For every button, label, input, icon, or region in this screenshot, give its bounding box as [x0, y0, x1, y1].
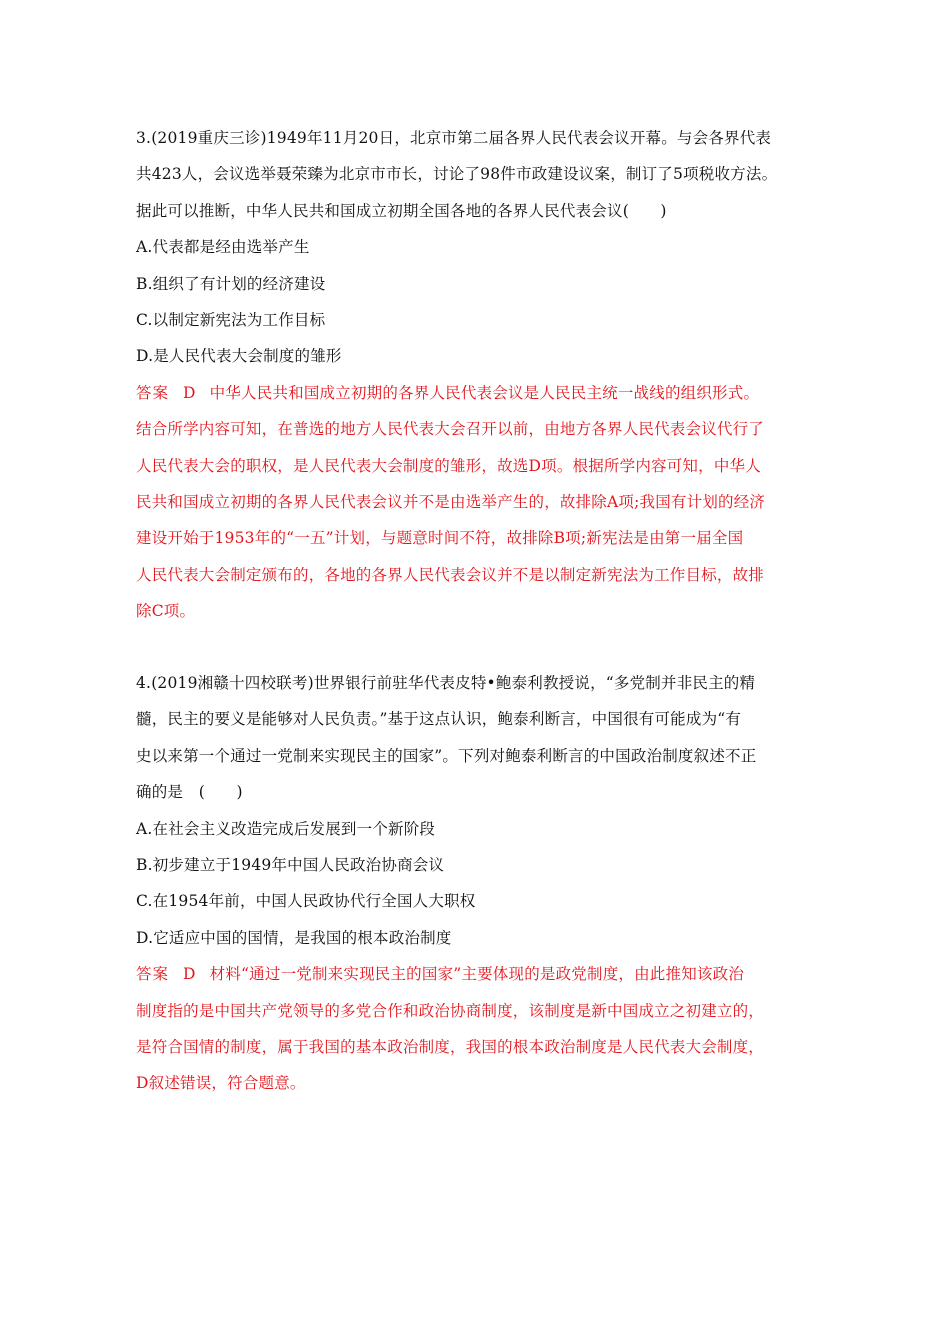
option-b: B.初步建立于1949年中国人民政治协商会议 [136, 855, 445, 874]
option-a: A.在社会主义改造完成后发展到一个新阶段 [136, 819, 436, 838]
question-stem-line: 共423人，会议选举聂荣臻为北京市市长，讨论了98件市政建设议案，制订了5项税收方法。 [136, 165, 778, 184]
answer-line: 人民代表大会的职权，是人民代表大会制度的雏形，故选D项。根据所学内容可知，中华人 [136, 456, 761, 475]
answer-first-line [136, 375, 816, 411]
option-a: A.代表都是经由选举产生 [136, 238, 310, 257]
answer-label: 答案 [136, 965, 170, 984]
answer-line: 建设开始于1953年的“一五”计划，与题意时间不符，故排除B项;新宪法是由第一届全国 [136, 529, 744, 548]
question-4 [136, 665, 816, 1102]
question-stem-line: 确的是 ( ) [136, 783, 243, 802]
answer-line: 制度指的是中国共产党领导的多党合作和政治协商制度，该制度是新中国成立之初建立的， [136, 1001, 765, 1020]
answer-line: 民共和国成立初期的各界人民代表会议并不是由选举产生的，故排除A项;我国有计划的经济 [136, 492, 766, 511]
answer-label: 答案 [136, 383, 170, 402]
question-stem-line: 4.(2019湘赣十四校联考)世界银行前驻华代表皮特•鲍泰利教授说，“多党制并非民主的精 [136, 674, 756, 692]
option-d: D.它适应中国的国情，是我国的根本政治制度 [136, 928, 452, 947]
answer-line: 结合所学内容可知，在普选的地方人民代表大会召开以前，由地方各界人民代表会议代行了 [136, 420, 765, 439]
answer-text: 材料“通过一党制来实现民主的国家”主要体现的是政党制度，由此推知该政治 [209, 965, 745, 984]
question-stem-line: 髓，民主的要义是能够对人民负责。”基于这点认识，鲍泰利断言，中国很有可能成为“有 [136, 710, 742, 729]
question-stem-line: 3.(2019重庆三诊)1949年11月20日，北京市第二届各界人民代表会议开幕。与会各界代表 [136, 129, 772, 147]
answer-line: 是符合国情的制度，属于我国的基本政治制度，我国的根本政治制度是人民代表大会制度， [136, 1037, 765, 1056]
answer-line: 人民代表大会制定颁布的，各地的各界人民代表会议并不是以制定新宪法为工作目标，故排 [136, 565, 765, 584]
answer-text: 中华人民共和国成立初期的各界人民代表会议是人民民主统一战线的组织形式。 [209, 383, 760, 402]
question-stem-line: 史以来第一个通过一党制来实现民主的国家”。下列对鲍泰利断言的中国政治制度叙述不正 [136, 746, 757, 765]
answer-line: D叙述错误，符合题意。 [136, 1074, 306, 1093]
answer-first-line [136, 956, 816, 992]
answer-letter: D [183, 383, 196, 402]
option-b: B.组织了有计划的经济建设 [136, 274, 326, 293]
option-d: D.是人民代表大会制度的雏形 [136, 347, 342, 366]
option-c: C.在1954年前，中国人民政协代行全国人大职权 [136, 892, 476, 911]
answer-line: 除C项。 [136, 602, 196, 621]
answer-letter: D [183, 965, 196, 984]
option-c: C.以制定新宪法为工作目标 [136, 310, 326, 329]
question-stem-line: 据此可以推断，中华人民共和国成立初期全国各地的各界人民代表会议( ) [136, 201, 667, 220]
question-3 [136, 120, 816, 629]
